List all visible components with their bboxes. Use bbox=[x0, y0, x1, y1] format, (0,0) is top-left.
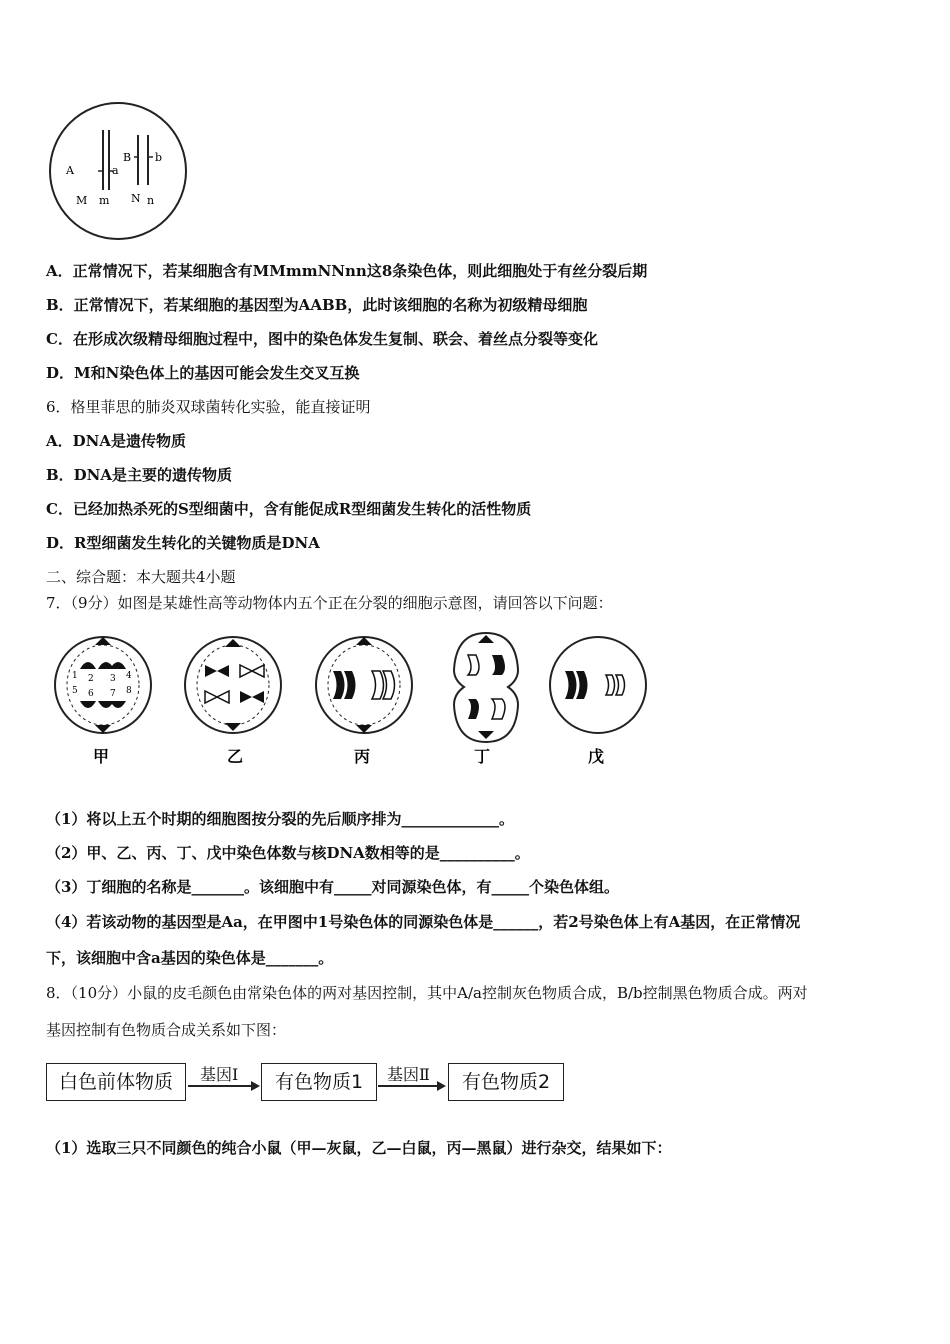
gene-label-A: A bbox=[66, 164, 74, 177]
flow-label-gene-2: 基因Ⅱ bbox=[387, 1065, 430, 1084]
chromosome-number-7: 7 bbox=[110, 689, 116, 699]
flow-arrowhead-2 bbox=[437, 1081, 446, 1091]
gene-label-B: B bbox=[123, 151, 132, 164]
chromosome-number-3: 3 bbox=[110, 674, 116, 684]
chromosome-number-2: 2 bbox=[88, 674, 94, 684]
q5-option-d: D．M和N染色体上的基因可能会发生交叉互换 bbox=[46, 364, 360, 382]
cell-chromosome-figure bbox=[44, 100, 194, 245]
cell-jia bbox=[55, 637, 151, 733]
cell-label-bing: 丙 bbox=[354, 747, 371, 766]
q6-option-a: A．DNA是遗传物质 bbox=[46, 432, 186, 450]
chromosome-number-1: 1 bbox=[72, 671, 78, 681]
section-heading: 二、综合题：本大题共4小题 bbox=[46, 568, 236, 586]
chromosome-label-M: M bbox=[76, 194, 88, 207]
q5-option-a: A．正常情况下，若某细胞含有MMmmNNnn这8条染色体，则此细胞处于有丝分裂后期 bbox=[46, 262, 648, 280]
q8-stem-line1: 8．（10分）小鼠的皮毛颜色由常染色体的两对基因控制，其中A/a控制灰色物质合成，B/b控制黑色物质合成。两对 bbox=[46, 984, 808, 1002]
q6-option-d: D．R型细菌发生转化的关键物质是DNA bbox=[46, 534, 320, 552]
q7-sub-2: （2）甲、乙、丙、丁、戊中染色体数与核DNA数相等的是__________。 bbox=[46, 844, 530, 862]
cell-wu bbox=[550, 637, 646, 733]
q6-option-c: C．已经加热杀死的S型细菌中，含有能促成R型细菌发生转化的活性物质 bbox=[46, 500, 532, 518]
q7-stem: 7．（9分）如图是某雄性高等动物体内五个正在分裂的细胞示意图，请回答以下问题： bbox=[46, 594, 613, 612]
chromosome-number-8: 8 bbox=[126, 686, 132, 696]
chromosome-label-m: m bbox=[99, 194, 110, 207]
flow-box-pigment-2: 有色物质2 bbox=[448, 1063, 564, 1101]
chromosome-number-6: 6 bbox=[88, 689, 94, 699]
gene-label-a: a bbox=[112, 164, 119, 177]
chromosome-label-n: n bbox=[147, 194, 155, 207]
flow-label-gene-1: 基因Ⅰ bbox=[200, 1065, 239, 1084]
cell-label-yi: 乙 bbox=[227, 747, 244, 766]
q8-stem-line2: 基因控制有色物质合成关系如下图： bbox=[46, 1021, 287, 1039]
cell-label-wu: 戊 bbox=[588, 747, 605, 766]
dividing-cells-figure bbox=[50, 625, 660, 775]
q7-sub-4: （4）若该动物的基因型是Aa，在甲图中1号染色体的同源染色体是______，若2号染色体上有A基因，在正常情况 bbox=[46, 913, 801, 931]
chromosome-number-5: 5 bbox=[72, 686, 78, 696]
cell-bing bbox=[316, 637, 412, 733]
q7-sub-1: （1）将以上五个时期的细胞图按分裂的先后顺序排为_____________。 bbox=[46, 810, 514, 828]
flow-box-white-precursor: 白色前体物质 bbox=[46, 1063, 186, 1101]
q6-stem: 6．格里菲思的肺炎双球菌转化实验，能直接证明 bbox=[46, 398, 371, 416]
chromosome-label-N: N bbox=[131, 192, 141, 205]
q7-sub-4-cont: 下，该细胞中含a基因的染色体是_______。 bbox=[46, 949, 334, 967]
q7-sub-3: （3）丁细胞的名称是_______。该细胞中有_____对同源染色体，有_____个染色体组。 bbox=[46, 878, 619, 896]
flow-arrowhead-1 bbox=[251, 1081, 260, 1091]
q5-option-b: B．正常情况下，若某细胞的基因型为AABB，此时该细胞的名称为初级精母细胞 bbox=[46, 296, 588, 314]
flow-box-pigment-1: 有色物质1 bbox=[261, 1063, 377, 1101]
cell-label-jia: 甲 bbox=[93, 747, 110, 766]
cell-yi bbox=[185, 637, 281, 733]
flow-arrow-1 bbox=[188, 1085, 252, 1087]
cell-label-ding: 丁 bbox=[474, 747, 491, 766]
q5-option-c: C．在形成次级精母细胞过程中，图中的染色体发生复制、联会、着丝点分裂等变化 bbox=[46, 330, 598, 348]
chromosome-number-4: 4 bbox=[126, 671, 132, 681]
flow-arrow-2 bbox=[378, 1085, 438, 1087]
q6-option-b: B．DNA是主要的遗传物质 bbox=[46, 466, 233, 484]
q8-sub-1: （1）选取三只不同颜色的纯合小鼠（甲—灰鼠，乙—白鼠，丙—黑鼠）进行杂交，结果如下： bbox=[46, 1139, 672, 1157]
gene-label-b: b bbox=[155, 151, 163, 164]
cell-ding bbox=[454, 633, 518, 742]
